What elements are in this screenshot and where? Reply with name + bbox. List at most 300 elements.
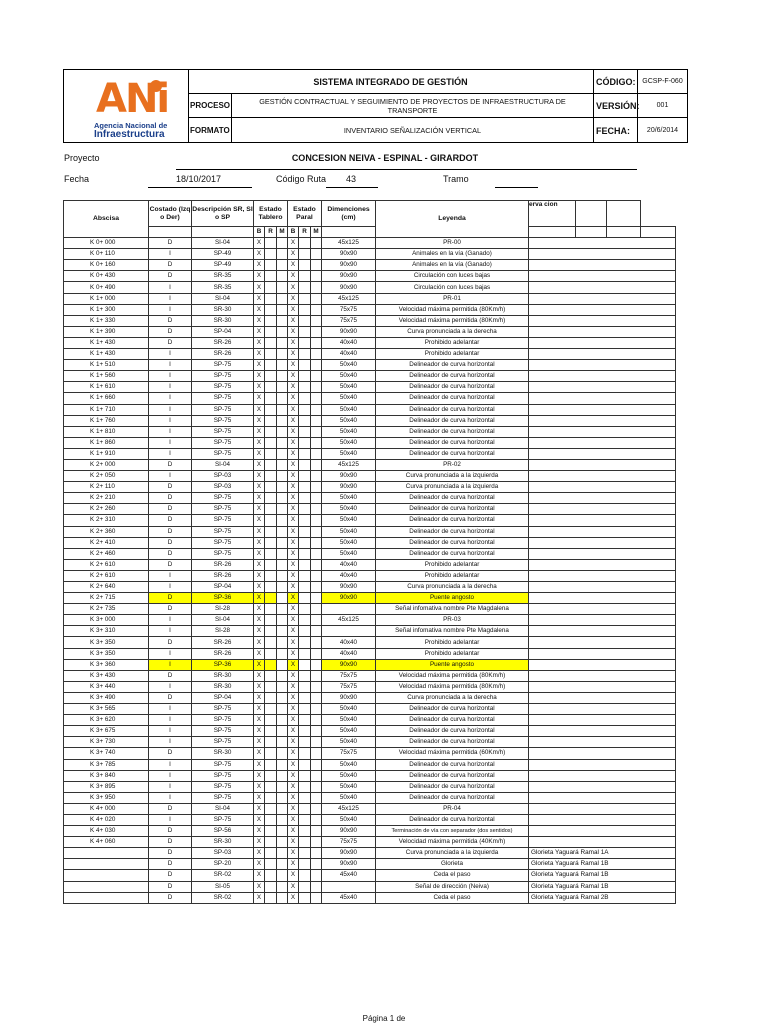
paral-b-cell: X: [288, 260, 299, 271]
descripcion-cell: SP-75: [192, 360, 254, 371]
tablero-m-cell: [277, 282, 288, 293]
paral-m-cell: [311, 293, 322, 304]
observacion-cell: [529, 315, 676, 326]
paral-m-cell: [311, 448, 322, 459]
table-row: [64, 482, 676, 493]
dimensiones-cell: 90x90: [322, 282, 376, 293]
tablero-r-cell: [265, 870, 277, 881]
paral-b-cell: X: [288, 371, 299, 382]
tablero-m-cell: [277, 415, 288, 426]
table-row: [64, 526, 676, 537]
tablero-b-cell: X: [254, 692, 265, 703]
table-row: [64, 781, 676, 792]
tablero-b-cell: X: [254, 848, 265, 859]
tablero-m-cell: [277, 582, 288, 593]
tablero-m-cell: [277, 648, 288, 659]
dimensiones-cell: 45x40: [322, 870, 376, 881]
paral-r-cell: [299, 659, 311, 670]
paral-m-cell: [311, 803, 322, 814]
table-row: [64, 548, 676, 559]
observacion-cell: [529, 304, 676, 315]
costado-cell: D: [149, 881, 192, 892]
observacion-cell: [529, 637, 676, 648]
subheader-blank: [607, 227, 641, 238]
tablero-b-cell: X: [254, 737, 265, 748]
paral-m-cell: [311, 637, 322, 648]
table-row: [64, 892, 676, 903]
col-dimensiones: Dimenciones (cm): [322, 201, 376, 227]
dimensiones-cell: 50x40: [322, 781, 376, 792]
tablero-r-cell: [265, 881, 277, 892]
observacion-cell: Glorieta Yaguará Ramal 2B: [529, 892, 676, 903]
tablero-m-cell: [277, 770, 288, 781]
dimensiones-cell: 90x90: [322, 692, 376, 703]
table-row: [64, 293, 676, 304]
tablero-r-cell: [265, 715, 277, 726]
abscisa-cell: K 3+ 950: [64, 792, 149, 803]
leyenda-cell: Delineador de curva horizontal: [376, 715, 529, 726]
observacion-cell: [529, 349, 676, 360]
costado-cell: I: [149, 349, 192, 360]
paral-r-cell: [299, 537, 311, 548]
descripcion-cell: SR-26: [192, 349, 254, 360]
tablero-r-cell: [265, 737, 277, 748]
observacion-cell: [529, 737, 676, 748]
abscisa-cell: K 2+ 410: [64, 537, 149, 548]
tablero-r-cell: [265, 726, 277, 737]
tablero-m-cell: [277, 360, 288, 371]
leyenda-cell: Ceda el paso: [376, 870, 529, 881]
leyenda-cell: PR-01: [376, 293, 529, 304]
paral-b-cell: X: [288, 814, 299, 825]
paral-r-cell: [299, 870, 311, 881]
dimensiones-cell: [322, 881, 376, 892]
paral-m-cell: [311, 415, 322, 426]
dimensiones-cell: 50x40: [322, 493, 376, 504]
paral-r-cell: [299, 837, 311, 848]
costado-cell: D: [149, 837, 192, 848]
costado-cell: D: [149, 515, 192, 526]
tablero-m-cell: [277, 526, 288, 537]
paral-r-cell: [299, 515, 311, 526]
tablero-r-cell: [265, 659, 277, 670]
proceso-label: PROCESO: [188, 94, 232, 118]
abscisa-cell: K 1+ 860: [64, 437, 149, 448]
tablero-m-cell: [277, 814, 288, 825]
leyenda-cell: Velocidad máxima permitida (80Km/h): [376, 304, 529, 315]
tablero-r-cell: [265, 415, 277, 426]
leyenda-cell: Delineador de curva horizontal: [376, 548, 529, 559]
costado-cell: D: [149, 548, 192, 559]
paral-m-cell: [311, 282, 322, 293]
leyenda-cell: Delineador de curva horizontal: [376, 426, 529, 437]
descripcion-cell: SP-75: [192, 426, 254, 437]
paral-r-cell: [299, 615, 311, 626]
leyenda-cell: Delineador de curva horizontal: [376, 737, 529, 748]
abscisa-cell: K 1+ 390: [64, 326, 149, 337]
tablero-m-cell: [277, 471, 288, 482]
table-row: [64, 837, 676, 848]
descripcion-cell: SI-04: [192, 615, 254, 626]
tablero-r-cell: [265, 393, 277, 404]
paral-r-cell: [299, 293, 311, 304]
paral-m-cell: [311, 826, 322, 837]
tablero-r-cell: [265, 582, 277, 593]
paral-b-cell: X: [288, 249, 299, 260]
abscisa-cell: K 3+ 565: [64, 704, 149, 715]
paral-b-cell: X: [288, 515, 299, 526]
paral-b-cell: X: [288, 726, 299, 737]
tablero-r-cell: [265, 615, 277, 626]
table-row: [64, 515, 676, 526]
costado-cell: I: [149, 737, 192, 748]
leyenda-cell: Delineador de curva horizontal: [376, 493, 529, 504]
table-row: [64, 559, 676, 570]
paral-b-cell: X: [288, 293, 299, 304]
col-paral: Estado Paral: [288, 201, 322, 227]
tablero-b-cell: X: [254, 271, 265, 282]
costado-cell: D: [149, 459, 192, 470]
observacion-cell: [529, 493, 676, 504]
descripcion-cell: SP-75: [192, 448, 254, 459]
leyenda-cell: Curva pronunciada a la izquierda: [376, 482, 529, 493]
paral-b-cell: X: [288, 526, 299, 537]
abscisa-cell: K 2+ 050: [64, 471, 149, 482]
table-row: [64, 737, 676, 748]
paral-b-cell: X: [288, 537, 299, 548]
costado-cell: D: [149, 748, 192, 759]
table-row: [64, 315, 676, 326]
costado-cell: D: [149, 848, 192, 859]
tablero-m-cell: [277, 448, 288, 459]
tablero-b-cell: X: [254, 559, 265, 570]
descripcion-cell: SR-26: [192, 570, 254, 581]
observacion-cell: Glorieta Yaguará Ramal 1B: [529, 881, 676, 892]
tablero-m-cell: [277, 459, 288, 470]
inventory-table: [63, 200, 676, 904]
descripcion-cell: SP-75: [192, 504, 254, 515]
table-row: [64, 814, 676, 825]
paral-r-cell: [299, 382, 311, 393]
dimensiones-cell: 75x75: [322, 681, 376, 692]
proceso-value: GESTIÓN CONTRACTUAL Y SEGUIMIENTO DE PROYECTOS DE INFRAESTRUCTURA DE TRANSPORTE: [232, 94, 594, 118]
observacion-cell: [529, 448, 676, 459]
col-empty-1: [576, 201, 607, 227]
costado-cell: I: [149, 626, 192, 637]
observacion-cell: [529, 504, 676, 515]
paral-r-cell: [299, 526, 311, 537]
abscisa-cell: K 1+ 810: [64, 426, 149, 437]
descripcion-cell: SP-75: [192, 393, 254, 404]
leyenda-cell: Delineador de curva horizontal: [376, 770, 529, 781]
paral-m-cell: [311, 604, 322, 615]
paral-m-cell: [311, 426, 322, 437]
tablero-r-cell: [265, 326, 277, 337]
dimensiones-cell: 90x90: [322, 593, 376, 604]
paral-m-cell: [311, 881, 322, 892]
table-row: [64, 382, 676, 393]
observacion-cell: Glorieta Yaguará Ramal 1A: [529, 848, 676, 859]
paral-r-cell: [299, 748, 311, 759]
paral-r-cell: [299, 437, 311, 448]
table-row: [64, 371, 676, 382]
descripcion-cell: SR-02: [192, 892, 254, 903]
paral-r-cell: [299, 759, 311, 770]
tablero-r-cell: [265, 371, 277, 382]
paral-b-cell: X: [288, 493, 299, 504]
leyenda-cell: Señal infomativa nombre Pte Magdalena: [376, 626, 529, 637]
descripcion-cell: SR-30: [192, 748, 254, 759]
codigo-ruta-label: Código Ruta: [276, 174, 327, 184]
paral-r-cell: [299, 426, 311, 437]
paral-b-cell: X: [288, 393, 299, 404]
leyenda-cell: Curva pronunciada a la izquierda: [376, 471, 529, 482]
descripcion-cell: SR-26: [192, 337, 254, 348]
tablero-m-cell: [277, 637, 288, 648]
table-row: [64, 426, 676, 437]
leyenda-cell: Velocidad máxima permitida (80Km/h): [376, 681, 529, 692]
paral-r-cell: [299, 715, 311, 726]
costado-cell: I: [149, 282, 192, 293]
costado-cell: I: [149, 371, 192, 382]
costado-cell: I: [149, 415, 192, 426]
observacion-cell: [529, 681, 676, 692]
paral-m-cell: [311, 748, 322, 759]
paral-m-cell: [311, 504, 322, 515]
paral-r-cell: [299, 326, 311, 337]
dimensiones-cell: 75x75: [322, 315, 376, 326]
dimensiones-cell: 50x40: [322, 404, 376, 415]
dimensiones-cell: 45x40: [322, 892, 376, 903]
dimensiones-cell: 75x75: [322, 748, 376, 759]
paral-m-cell: [311, 681, 322, 692]
paral-b-cell: X: [288, 881, 299, 892]
tablero-m-cell: [277, 515, 288, 526]
costado-cell: I: [149, 249, 192, 260]
table-row: [64, 471, 676, 482]
paral-m-cell: [311, 337, 322, 348]
tablero-b-cell: X: [254, 349, 265, 360]
costado-cell: D: [149, 526, 192, 537]
tablero-m-cell: [277, 482, 288, 493]
paral-b-cell: X: [288, 426, 299, 437]
paral-m-cell: [311, 537, 322, 548]
paral-r-cell: [299, 637, 311, 648]
tablero-b-cell: X: [254, 548, 265, 559]
descripcion-cell: SI-04: [192, 238, 254, 249]
descripcion-cell: SP-04: [192, 582, 254, 593]
abscisa-cell: K 3+ 430: [64, 670, 149, 681]
abscisa-cell: K 3+ 490: [64, 692, 149, 703]
observacion-cell: [529, 426, 676, 437]
tablero-b-cell: X: [254, 715, 265, 726]
leyenda-cell: Prohibido adelantar: [376, 637, 529, 648]
table-row: [64, 748, 676, 759]
abscisa-cell: [64, 848, 149, 859]
dimensiones-cell: 90x90: [322, 582, 376, 593]
table-row: [64, 681, 676, 692]
leyenda-cell: Prohibido adelantar: [376, 648, 529, 659]
paral-m-cell: [311, 515, 322, 526]
paral-m-cell: [311, 892, 322, 903]
paral-m-cell: [311, 304, 322, 315]
costado-cell: D: [149, 870, 192, 881]
observacion-cell: [529, 582, 676, 593]
leyenda-cell: Velocidad máxima permitida (80Km/h): [376, 315, 529, 326]
tablero-r-cell: [265, 792, 277, 803]
observacion-cell: [529, 792, 676, 803]
tablero-b-cell: X: [254, 615, 265, 626]
costado-cell: I: [149, 304, 192, 315]
paral-r-cell: [299, 371, 311, 382]
paral-b-cell: X: [288, 681, 299, 692]
leyenda-cell: Curva pronunciada a la derecha: [376, 326, 529, 337]
descripcion-cell: SR-35: [192, 271, 254, 282]
table-row: [64, 459, 676, 470]
tablero-m-cell: [277, 692, 288, 703]
dimensiones-cell: 90x90: [322, 260, 376, 271]
descripcion-cell: SI-04: [192, 293, 254, 304]
dimensiones-cell: 50x40: [322, 704, 376, 715]
paral-m-cell: [311, 315, 322, 326]
dimensiones-cell: 50x40: [322, 415, 376, 426]
page-footer: Página 1 de: [362, 1014, 406, 1023]
descripcion-cell: SP-75: [192, 770, 254, 781]
paral-m-cell: [311, 371, 322, 382]
observacion-cell: [529, 548, 676, 559]
dimensiones-cell: 40x40: [322, 337, 376, 348]
table-row: [64, 704, 676, 715]
paral-b-cell: X: [288, 781, 299, 792]
tablero-r-cell: [265, 482, 277, 493]
table-row: [64, 437, 676, 448]
descripcion-cell: SP-04: [192, 326, 254, 337]
paral-r-cell: [299, 282, 311, 293]
costado-cell: D: [149, 859, 192, 870]
descripcion-cell: SP-75: [192, 371, 254, 382]
tablero-b-cell: X: [254, 582, 265, 593]
paral-m-cell: [311, 770, 322, 781]
costado-cell: D: [149, 537, 192, 548]
paral-b-cell: X: [288, 349, 299, 360]
dimensiones-cell: 75x75: [322, 670, 376, 681]
leyenda-cell: Delineador de curva horizontal: [376, 437, 529, 448]
tablero-b-cell: X: [254, 781, 265, 792]
descripcion-cell: SP-75: [192, 537, 254, 548]
leyenda-cell: PR-04: [376, 803, 529, 814]
costado-cell: I: [149, 471, 192, 482]
table-row: [64, 692, 676, 703]
paral-b-cell: X: [288, 282, 299, 293]
paral-m-cell: [311, 559, 322, 570]
descripcion-cell: SP-75: [192, 792, 254, 803]
table-row: [64, 726, 676, 737]
leyenda-cell: Delineador de curva horizontal: [376, 781, 529, 792]
leyenda-cell: Animales en la vía (Ganado): [376, 249, 529, 260]
tablero-b-cell: X: [254, 293, 265, 304]
abscisa-cell: K 1+ 430: [64, 337, 149, 348]
tablero-b-cell: X: [254, 260, 265, 271]
dimensiones-cell: 40x40: [322, 648, 376, 659]
abscisa-cell: K 2+ 610: [64, 559, 149, 570]
paral-m-cell: [311, 271, 322, 282]
paral-m-cell: [311, 626, 322, 637]
leyenda-cell: Prohibido adelantar: [376, 570, 529, 581]
tablero-b-cell: X: [254, 570, 265, 581]
tablero-b-cell: X: [254, 459, 265, 470]
table-row: [64, 349, 676, 360]
paral-r-cell: [299, 692, 311, 703]
paral-m-cell: [311, 848, 322, 859]
tablero-m-cell: [277, 826, 288, 837]
table-row: [64, 326, 676, 337]
paral-r-cell: [299, 826, 311, 837]
dimensiones-cell: 40x40: [322, 349, 376, 360]
costado-cell: D: [149, 692, 192, 703]
tablero-r-cell: [265, 848, 277, 859]
abscisa-cell: K 0+ 490: [64, 282, 149, 293]
tablero-r-cell: [265, 559, 277, 570]
paral-m-cell: [311, 437, 322, 448]
tablero-r-cell: [265, 770, 277, 781]
paral-r-cell: [299, 648, 311, 659]
abscisa-cell: K 2+ 460: [64, 548, 149, 559]
dimensiones-cell: 50x40: [322, 737, 376, 748]
costado-cell: I: [149, 382, 192, 393]
tablero-m-cell: [277, 493, 288, 504]
table-row: [64, 770, 676, 781]
descripcion-cell: SI-05: [192, 881, 254, 892]
leyenda-cell: Delineador de curva horizontal: [376, 759, 529, 770]
paral-r-cell: [299, 337, 311, 348]
abscisa-cell: K 3+ 310: [64, 626, 149, 637]
table-row: [64, 504, 676, 515]
tablero-b-cell: X: [254, 393, 265, 404]
tablero-r-cell: [265, 382, 277, 393]
paral-m-cell: [311, 659, 322, 670]
table-row: [64, 604, 676, 615]
dimensiones-cell: 90x90: [322, 826, 376, 837]
table-row: [64, 537, 676, 548]
paral-b-cell: X: [288, 715, 299, 726]
observacion-cell: [529, 326, 676, 337]
costado-cell: I: [149, 426, 192, 437]
tablero-b-cell: X: [254, 803, 265, 814]
tablero-b-cell: X: [254, 704, 265, 715]
table-row: [64, 637, 676, 648]
paral-r-cell: [299, 848, 311, 859]
paral-r-cell: [299, 670, 311, 681]
formato-value: INVENTARIO SEÑALIZACIÓN VERTICAL: [232, 118, 594, 143]
paral-b-cell: X: [288, 471, 299, 482]
abscisa-cell: K 1+ 660: [64, 393, 149, 404]
leyenda-cell: Delineador de curva horizontal: [376, 382, 529, 393]
paral-b-cell: X: [288, 604, 299, 615]
dimensiones-cell: 50x40: [322, 360, 376, 371]
paral-b-cell: X: [288, 415, 299, 426]
table-row: [64, 415, 676, 426]
observacion-cell: [529, 393, 676, 404]
paral-r-cell: [299, 482, 311, 493]
tablero-m-cell: [277, 859, 288, 870]
paral-r-cell: [299, 781, 311, 792]
tablero-b-cell: X: [254, 371, 265, 382]
leyenda-cell: Delineador de curva horizontal: [376, 393, 529, 404]
abscisa-cell: K 3+ 730: [64, 737, 149, 748]
tablero-r-cell: [265, 526, 277, 537]
descripcion-cell: SP-03: [192, 471, 254, 482]
observacion-cell: [529, 382, 676, 393]
